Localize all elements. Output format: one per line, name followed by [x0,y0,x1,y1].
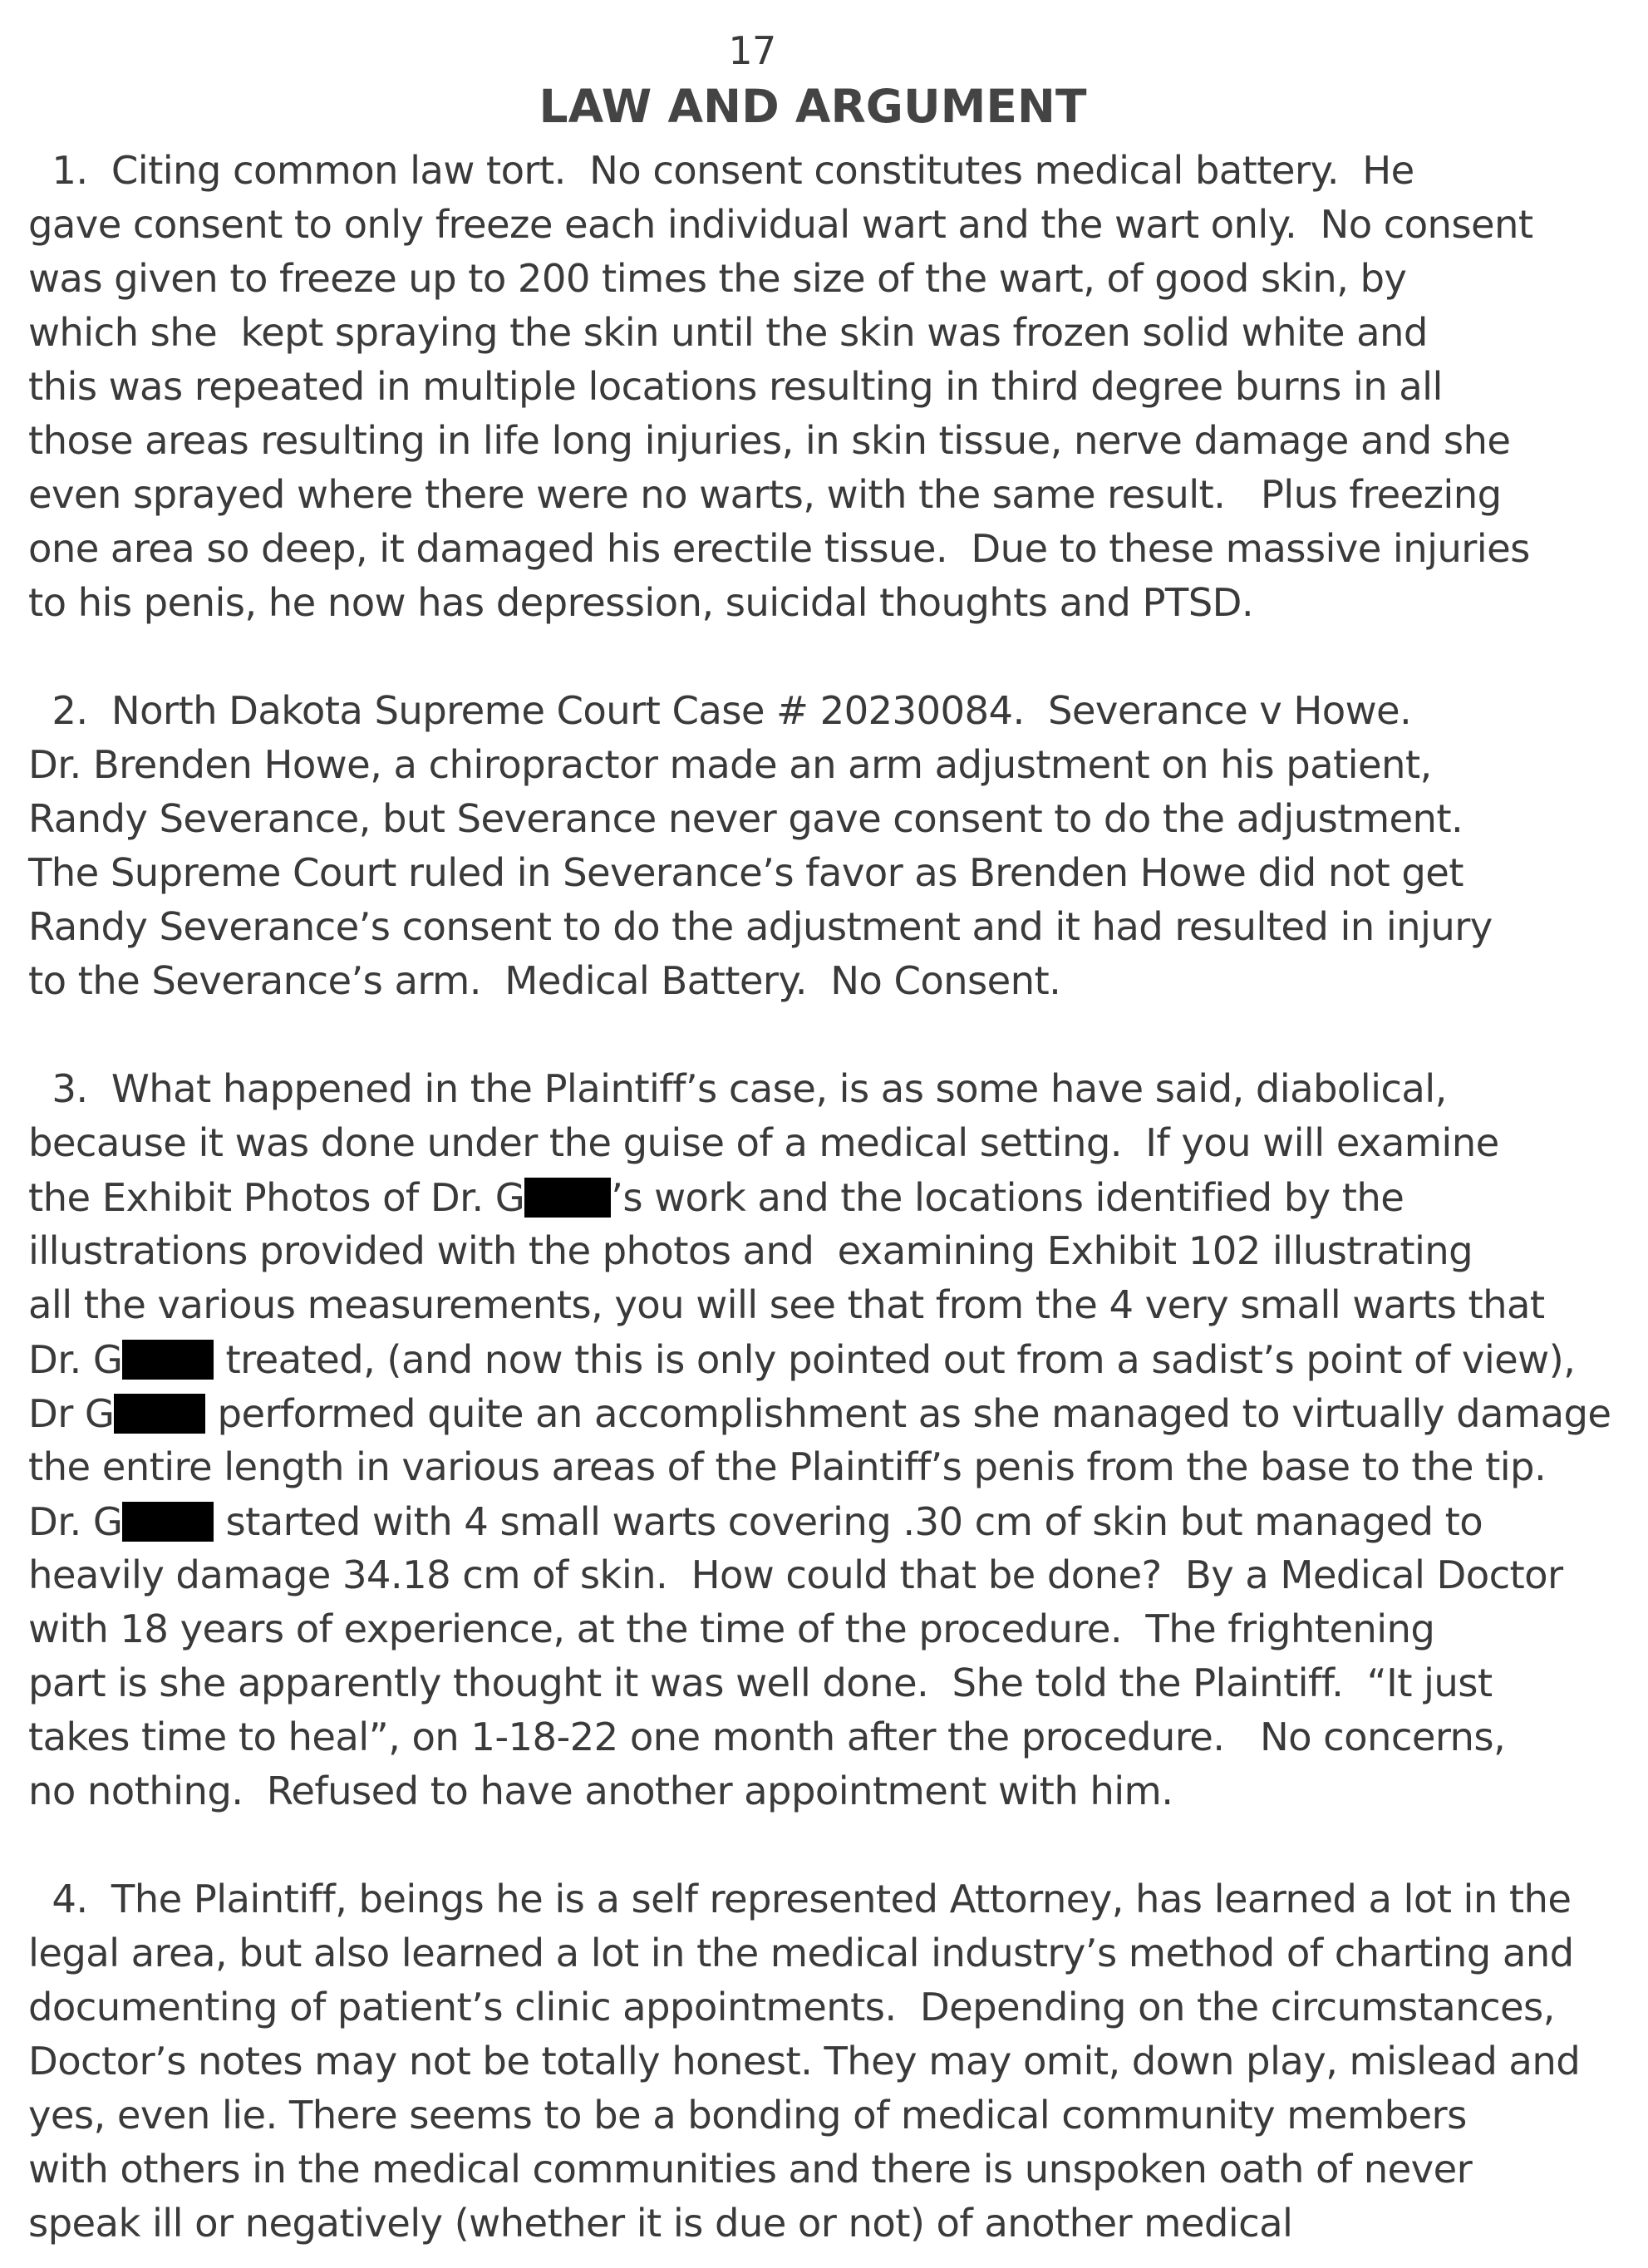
redaction-block [122,1502,214,1542]
text-line: The Supreme Court ruled in Severance’s favor as Brenden Howe did not get [28,850,1464,895]
text-line: 4. The Plaintiff, beings he is a self represented Attorney, has learned a lot in the [28,1877,1572,1921]
text-line [28,1337,1576,1382]
text-line: Randy Severance’s consent to do the adjustment and it had resulted in injury [28,904,1493,949]
text-line: all the various measurements, you will see that from the 4 very small warts that [28,1282,1545,1327]
text-line: 2. North Dakota Supreme Court Case # 20230084. Severance v Howe. [28,688,1412,733]
redaction-block [524,1178,611,1218]
text-segment: the Exhibit Photos of Dr. G [28,1175,525,1220]
text-line: part is she apparently thought it was well done. She told the Plaintiff. “It just [28,1660,1493,1705]
text-line: 3. What happened in the Plaintiff’s case, is as some have said, diabolical, [28,1066,1447,1111]
text-line [28,1499,1483,1544]
text-segment: started with 4 small warts covering .30 cm of skin but managed to [214,1499,1483,1544]
text-segment: ’s work and the locations identified by the [611,1175,1404,1220]
text-line: with 18 years of experience, at the time of the procedure. The frightening [28,1606,1435,1651]
text-line: heavily damage 34.18 cm of skin. How could that be done? By a Medical Doctor [28,1552,1563,1597]
text-segment: Dr. G [28,1499,123,1544]
text-line: illustrations provided with the photos and examining Exhibit 102 illustrating [28,1228,1473,1273]
text-line: documenting of patient’s clinic appointments. Depending on the circumstances, [28,1985,1555,2029]
text-line: one area so deep, it damaged his erectile tissue. Due to these massive injuries [28,526,1530,571]
text-line: even sprayed where there were no warts, with the same result. Plus freezing [28,472,1502,517]
text-line: the entire length in various areas of the Plaintiff’s penis from the base to the tip. [28,1444,1547,1489]
text-line [28,1391,1611,1436]
text-line: speak ill or negatively (whether it is due or not) of another medical [28,2201,1293,2246]
text-line: with others in the medical communities and there is unspoken oath of never [28,2147,1473,2192]
text-segment: performed quite an accomplishment as she managed to virtually damage [205,1391,1611,1436]
text-line: those areas resulting in life long injuries, in skin tissue, nerve damage and she [28,418,1511,463]
text-line: yes, even lie. There seems to be a bonding of medical community members [28,2093,1467,2138]
text-segment: treated, (and now this is only pointed out from a sadist’s point of view), [214,1337,1576,1382]
text-line: Dr. Brenden Howe, a chiropractor made an arm adjustment on his patient, [28,742,1432,787]
text-segment: Dr. G [28,1337,123,1382]
text-line: because it was done under the guise of a medical setting. If you will examine [28,1120,1499,1165]
text-line: 1. Citing common law tort. No consent constitutes medical battery. He [28,148,1414,193]
redaction-block [122,1340,214,1380]
text-line [28,1175,1404,1220]
redaction-block [114,1394,205,1434]
text-line: Randy Severance, but Severance never gave consent to do the adjustment. [28,796,1464,841]
text-line: to his penis, he now has depression, suicidal thoughts and PTSD. [28,580,1254,625]
text-line: was given to freeze up to 200 times the size of the wart, of good skin, by [28,256,1407,301]
page-number: 17 [728,28,776,73]
text-line: gave consent to only freeze each individual wart and the wart only. No consent [28,202,1533,247]
text-line: which she kept spraying the skin until the skin was frozen solid white and [28,310,1428,355]
text-line: takes time to heal”, on 1-18-22 one month after the procedure. No concerns, [28,1715,1506,1759]
text-segment: Dr G [28,1391,115,1436]
text-line: legal area, but also learned a lot in the medical industry’s method of charting and [28,1931,1574,1975]
text-line: to the Severance’s arm. Medical Battery. No Consent. [28,958,1061,1003]
text-line: this was repeated in multiple locations resulting in third degree burns in all [28,364,1443,409]
page-heading: LAW AND ARGUMENT [539,80,1087,133]
text-line: Doctor’s notes may not be totally honest. They may omit, down play, mislead and [28,2039,1581,2084]
text-line: no nothing. Refused to have another appointment with him. [28,1769,1173,1813]
